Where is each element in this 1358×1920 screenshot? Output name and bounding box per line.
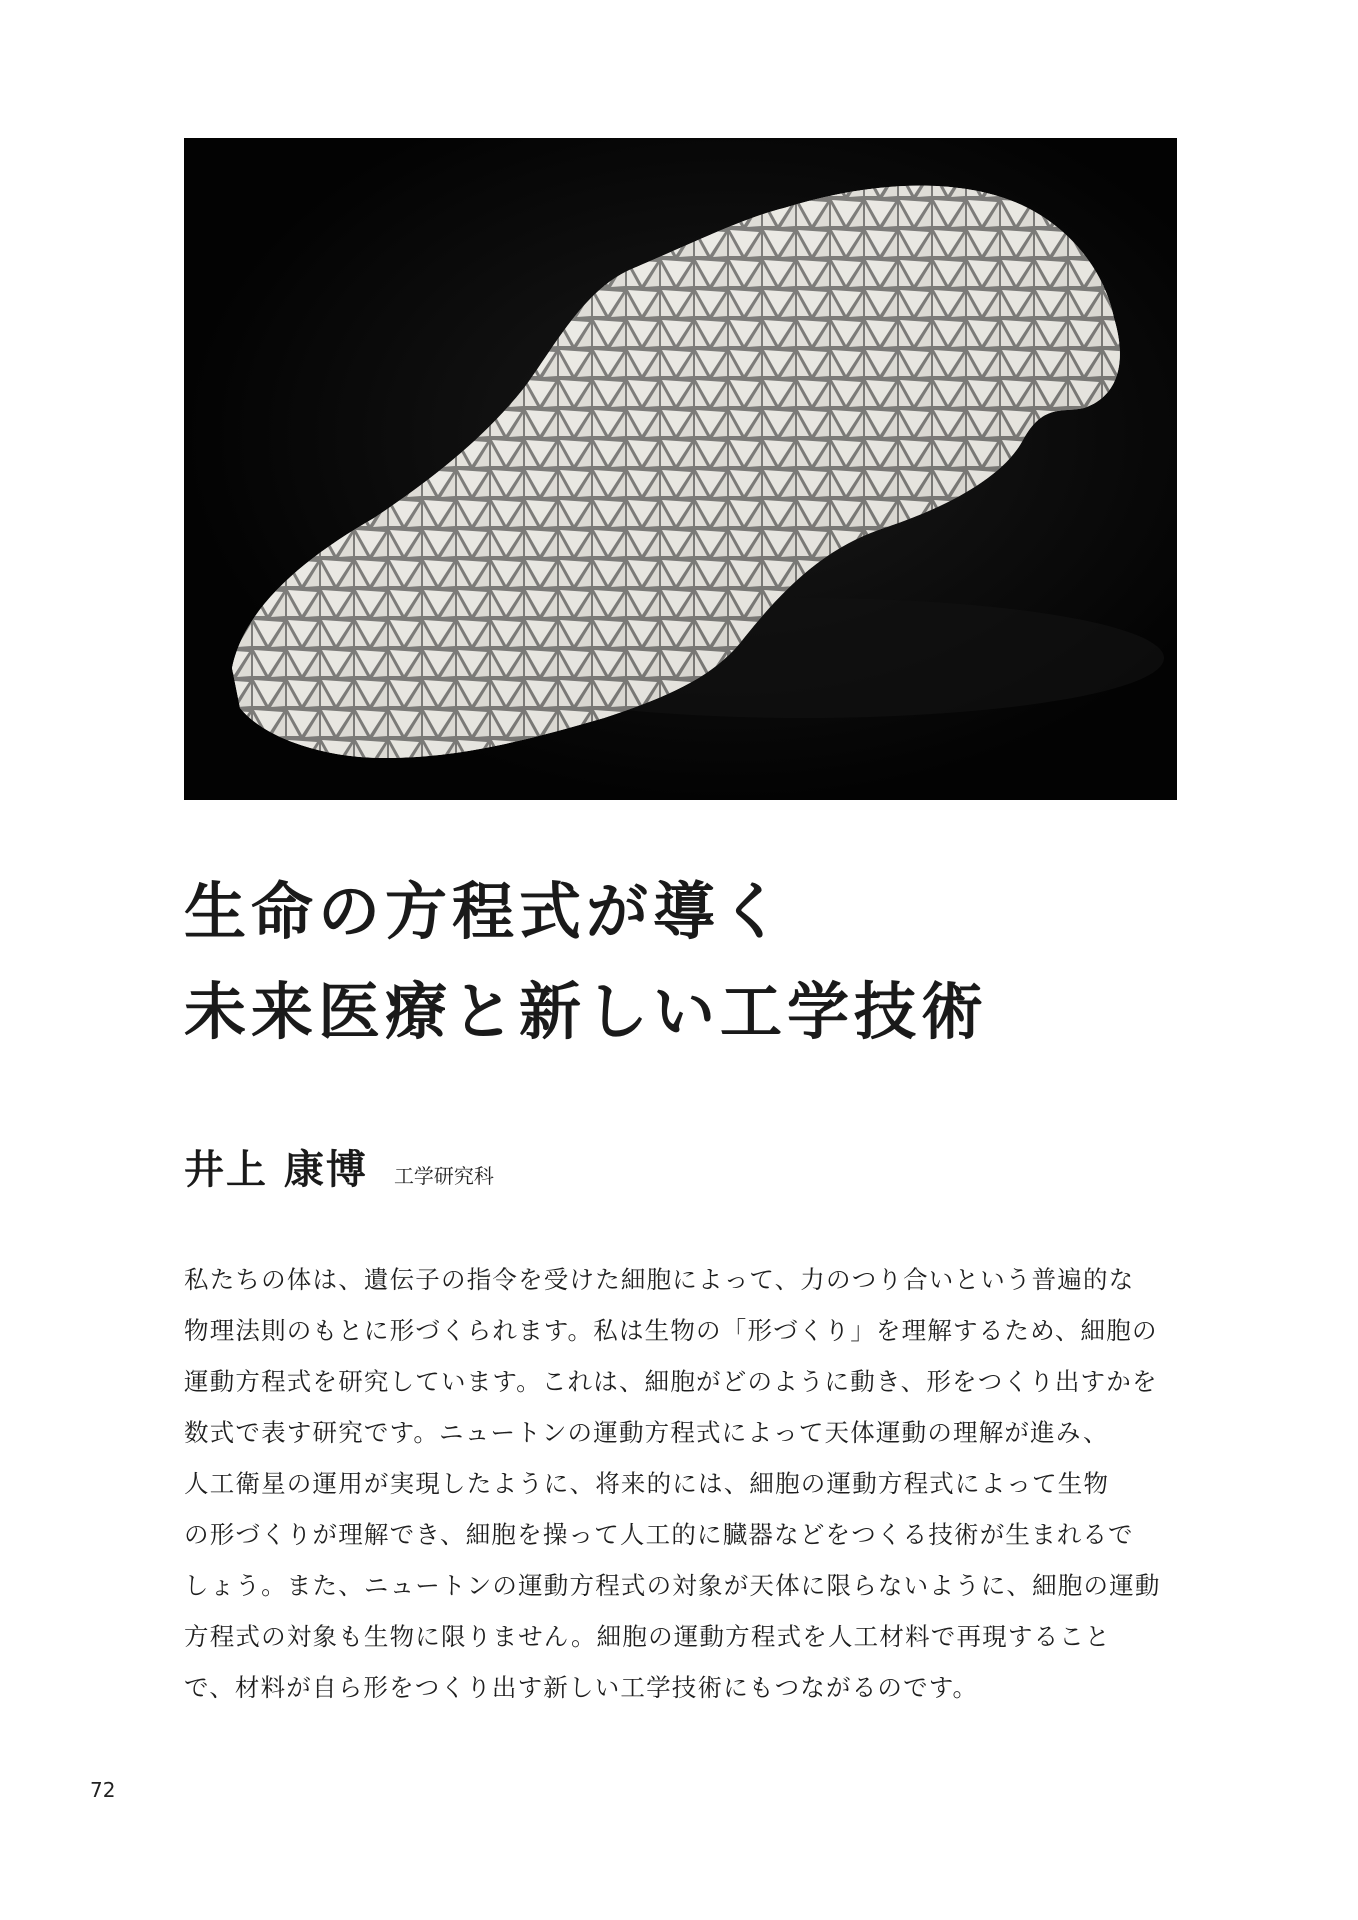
- author-affiliation: 工学研究科: [393, 1164, 494, 1188]
- author-block: [184, 1138, 494, 1198]
- body-line: 物理法則のもとに形づくられます。私は生物の「形づくり」を理解するため、細胞の: [184, 1316, 1158, 1345]
- body-line: 運動方程式を研究しています。これは、細胞がどのように動き、形をつくり出すかを: [184, 1367, 1158, 1396]
- body-line: 人工衛星の運用が実現したように、将来的には、細胞の運動方程式によって生物: [184, 1469, 1110, 1498]
- body-line: しょう。また、ニュートンの運動方程式の対象が天体に限らないように、細胞の運動: [184, 1571, 1161, 1600]
- tiled-skull-sculpture-image: [184, 138, 1177, 800]
- article-title: [184, 862, 1184, 1062]
- body-line: 私たちの体は、遺伝子の指令を受けた細胞によって、力のつり合いという普遍的な: [184, 1265, 1135, 1294]
- body-line: で、材料が自ら形をつくり出す新しい工学技術にもつながるのです。: [184, 1673, 979, 1702]
- body-line: 数式で表す研究です。ニュートンの運動方程式によって天体運動の理解が進み、: [184, 1418, 1109, 1447]
- page-number: 72: [90, 1778, 116, 1802]
- body-line: の形づくりが理解でき、細胞を操って人工的に臓器などをつくる技術が生まれるで: [184, 1520, 1134, 1549]
- article-title-line-2: 未来医療と新しい工学技術: [184, 975, 989, 1048]
- body-line: 方程式の対象も生物に限りません。細胞の運動方程式を人工材料で再現すること: [184, 1622, 1111, 1651]
- article-body: [184, 1254, 1184, 1713]
- hero-photo: [184, 138, 1177, 800]
- author-name: 井上 康博: [184, 1147, 368, 1193]
- article-title-line-1: 生命の方程式が導く: [184, 875, 788, 948]
